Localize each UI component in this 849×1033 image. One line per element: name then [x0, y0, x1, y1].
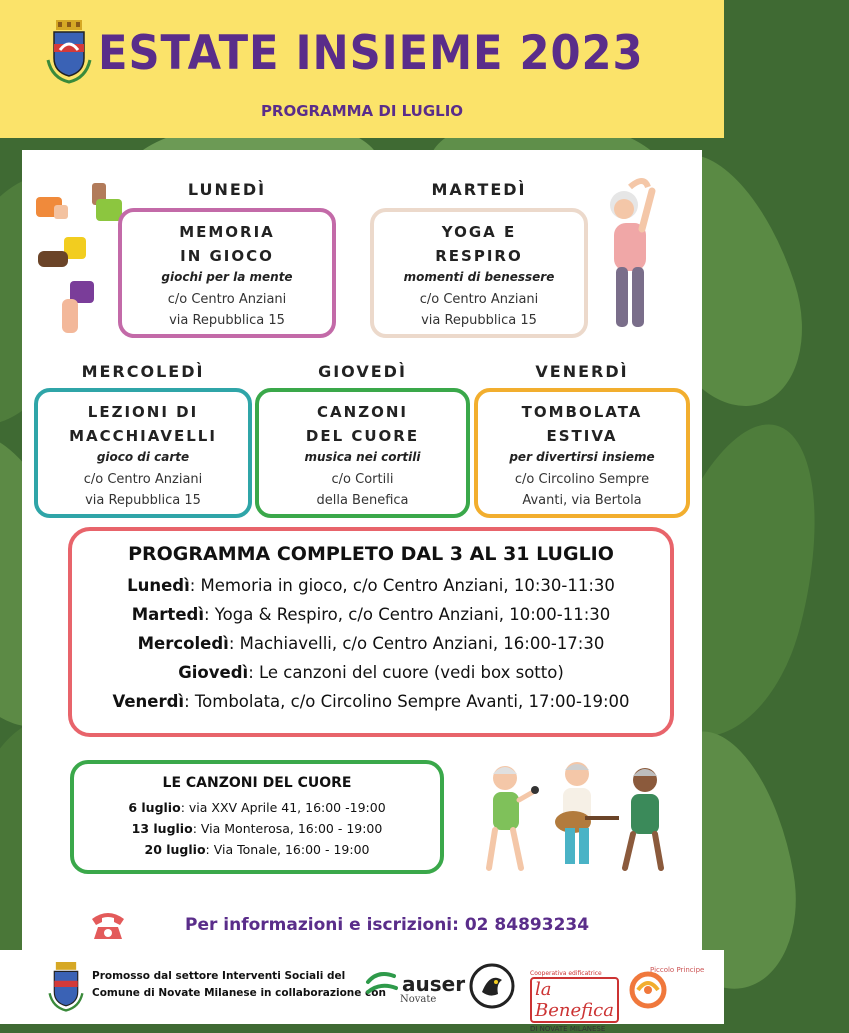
activity-place: via Repubblica 15 [85, 493, 201, 508]
activity-place: c/o Centro Anziani [167, 292, 287, 307]
day-label-lunedi: LUNEDÌ [187, 180, 267, 199]
program-detail: : Machiavelli, c/o Centro Anziani, 16:00-17:30 [228, 634, 605, 653]
canzoni-date: 20 luglio [144, 842, 206, 857]
municipal-crest-icon [46, 20, 92, 84]
promotion-line: Comune di Novate Milanese in collaborazione con [92, 987, 386, 999]
activity-place: c/o Centro Anziani [83, 472, 203, 487]
activity-place: via Repubblica 15 [421, 313, 537, 328]
yoga-woman-icon [600, 175, 680, 335]
activity-title: MEMORIA [179, 223, 275, 241]
program-day: Mercoledì [137, 634, 229, 653]
program-detail: : Tombolata, c/o Circolino Sempre Avanti, 17:00-19:00 [184, 692, 630, 711]
program-row [72, 658, 670, 687]
header-banner [0, 0, 724, 138]
activity-title: MACCHIAVELLI [69, 427, 217, 445]
activity-subtitle: giochi per la mente [161, 270, 293, 284]
canzoni-date: 13 luglio [131, 821, 193, 836]
auser-name: auser [402, 972, 466, 996]
activity-title: ESTIVA [546, 427, 618, 445]
program-row [72, 571, 670, 600]
activity-subtitle: gioco di carte [96, 450, 190, 464]
program-day: Venerdì [112, 692, 185, 711]
benefica-name: la Benefica [530, 977, 619, 1023]
canzoni-detail: : via XXV Aprile 41, 16:00 -19:00 [180, 800, 386, 815]
activity-title: IN GIOCO [180, 247, 274, 265]
day-label-giovedi: GIOVEDÌ [318, 362, 407, 381]
benefica-location: DI NOVATE MILANESE [530, 1025, 606, 1033]
activity-place: c/o Cortili [331, 472, 394, 487]
canzoni-detail: : Via Tonale, 16:00 - 19:00 [205, 842, 370, 857]
canzoni-list [74, 797, 440, 860]
program-day: Lunedì [127, 576, 190, 595]
program-title: PROGRAMMA COMPLETO DAL 3 AL 31 LUGLIO [128, 543, 614, 565]
singing-seniors-icon [465, 760, 680, 880]
activity-title: RESPIRO [435, 247, 523, 265]
phone-icon [88, 905, 128, 945]
program-list [72, 571, 670, 716]
activity-subtitle: musica nei cortili [304, 450, 421, 464]
activity-box-lunedi [118, 208, 336, 338]
info-text: Per informazioni e iscrizioni: 02 84893234 [185, 915, 590, 935]
program-row [72, 629, 670, 658]
activity-subtitle: per divertirsi insieme [509, 450, 655, 464]
canzoni-schedule-box [70, 760, 444, 874]
auser-location: Novate [400, 994, 437, 1005]
municipal-crest-icon [48, 962, 84, 1012]
day-label-mercoledi: MERCOLEDÌ [81, 362, 205, 381]
promotion-text [92, 968, 386, 1002]
program-day: Giovedì [178, 663, 249, 682]
activity-title: CANZONI [317, 403, 408, 421]
program-detail: : Memoria in gioco, c/o Centro Anziani, 10:30-11:30 [189, 576, 615, 595]
program-row [72, 687, 670, 716]
day-label-martedi: MARTEDÌ [431, 180, 527, 199]
activity-title: TOMBOLATA [521, 403, 643, 421]
activity-subtitle: momenti di benessere [403, 270, 555, 284]
page-subtitle: PROGRAMMA DI LUGLIO [260, 102, 464, 120]
circle-bird-logo-icon [468, 962, 516, 1010]
day-label-venerdi: VENERDÌ [535, 362, 629, 381]
activity-box-giovedi [255, 388, 470, 518]
activity-box-mercoledi [34, 388, 252, 518]
program-day: Martedì [131, 605, 204, 624]
activity-place: della Benefica [316, 493, 409, 508]
canzoni-detail: : Via Monterosa, 16:00 - 19:00 [192, 821, 383, 836]
program-row [72, 600, 670, 629]
activity-place: c/o Circolino Sempre [514, 472, 650, 487]
program-detail: : Yoga & Respiro, c/o Centro Anziani, 10:00-11:30 [203, 605, 611, 624]
canzoni-title: LE CANZONI DEL CUORE [162, 775, 352, 791]
activity-place: Avanti, via Bertola [522, 493, 642, 508]
activity-title: LEZIONI DI [87, 403, 199, 421]
activity-place: c/o Centro Anziani [419, 292, 539, 307]
benefica-logo [530, 970, 618, 1033]
canzoni-row [74, 839, 440, 860]
program-detail: : Le canzoni del cuore (vedi box sotto) [248, 663, 564, 682]
canzoni-date: 6 luglio [128, 800, 181, 815]
activity-place: via Repubblica 15 [169, 313, 285, 328]
canzoni-row [74, 797, 440, 818]
benefica-tagline: Cooperativa edificatrice [530, 970, 602, 977]
page-title: ESTATE INSIEME 2023 [98, 26, 644, 81]
activity-box-venerdi [474, 388, 690, 518]
activity-box-martedi [370, 208, 588, 338]
canzoni-row [74, 818, 440, 839]
activity-title: DEL CUORE [305, 427, 420, 445]
promotion-line: Promosso dal settore Interventi Sociali del [92, 970, 346, 982]
principe-name: Piccolo Principe [650, 966, 705, 974]
full-program-box [68, 527, 674, 737]
activity-title: YOGA E [441, 223, 517, 241]
